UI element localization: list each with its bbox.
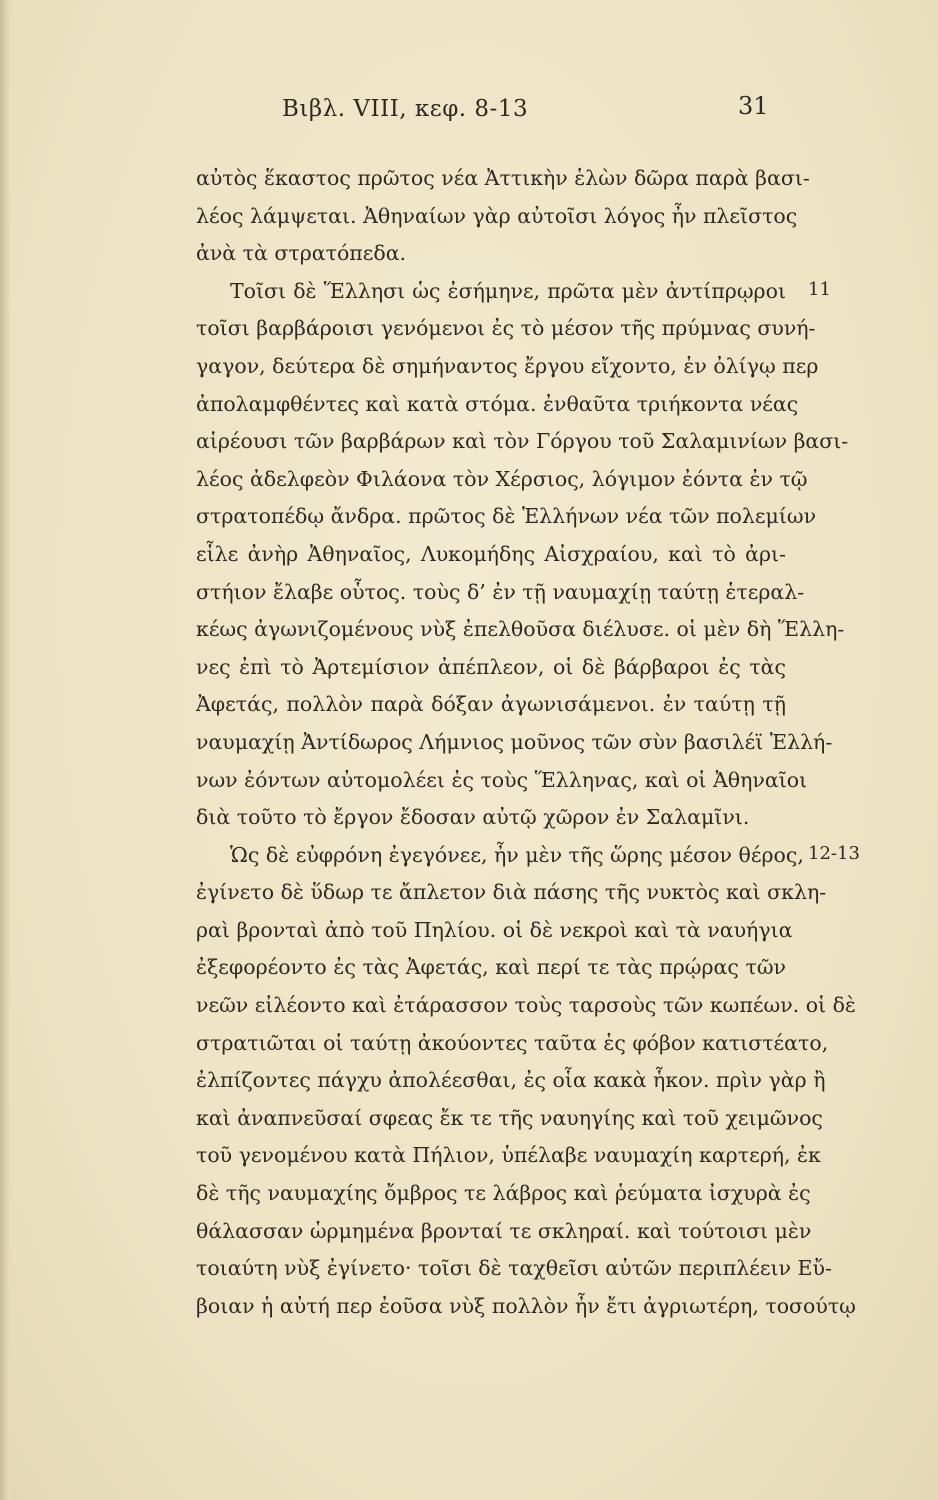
page-number: 31 <box>738 92 769 120</box>
text-line: Τοῖσι δὲ Ἕλλησι ὡς ἐσήμηνε, πρῶτα μὲν ἀντίπρῳροι <box>230 278 786 303</box>
text-line: τοῖσι βαρβάροισι γενόμενοι ἐς τὸ μέσον τῆς πρύμνας συνή- <box>196 316 816 341</box>
text-line: στρατοπέδῳ ἄνδρα. πρῶτος δὲ Ἑλλήνων νέα τῶν πολεμίων <box>196 504 817 529</box>
text-line: ἀπολαμφθέντες καὶ κατὰ στόμα. ἐνθαῦτα τριήκοντα νέας <box>196 391 799 416</box>
text-line: βοιαν ἡ αὐτή περ ἐοῦσα νὺξ πολλὸν ἦν ἔτι ἀγριωτέρη, τοσούτῳ <box>196 1293 856 1318</box>
text-line: λέος ἀδελφεὸν Φιλάονα τὸν Χέρσιος, λόγιμον ἐόντα ἐν τῷ <box>196 466 808 491</box>
text-line: λέος λάμψεται. Ἀθηναίων γὰρ αὐτοῖσι λόγος ἦν πλεῖστος <box>196 203 798 228</box>
text-line: τοῦ γενομένου κατὰ Πήλιον, ὑπέλαβε ναυμαχίη καρτερή, ἐκ <box>196 1143 821 1168</box>
text-line: ἐλπίζοντες πάγχυ ἀπολέεσθαι, ἐς οἷα κακὰ ἧκον. πρὶν γὰρ ἢ <box>196 1068 826 1093</box>
page-binding-edge <box>0 0 10 1500</box>
text-line: κέως ἀγωνιζομένους νὺξ ἐπελθοῦσα διέλυσε. οἱ μὲν δὴ Ἕλλη- <box>196 617 845 642</box>
text-line: θάλασσαν ὡρμημένα βρονταί τε σκληραί. καὶ τούτοισι μὲν <box>196 1218 812 1243</box>
text-line: Ἀφετάς, πολλὸν παρὰ δόξαν ἀγωνισάμενοι. ἐν ταύτῃ τῇ <box>196 692 786 717</box>
text-line: εἷλε ἀνὴρ Ἀθηναῖος, Λυκομήδης Αἰσχραίου, καὶ τὸ ἀρι- <box>196 541 786 566</box>
text-line: στήιον ἔλαβε οὗτος. τοὺς δ’ ἐν τῇ ναυμαχίῃ ταύτῃ ἑτεραλ- <box>196 579 805 604</box>
running-head: Βιβλ. VIII, κεφ. 8-13 <box>282 96 529 122</box>
margin-chapter-number: 12-13 <box>808 843 860 864</box>
text-line: καὶ ἀναπνεῦσαί σφεας ἔκ τε τῆς ναυηγίης καὶ τοῦ χειμῶνος <box>196 1105 823 1130</box>
text-line: ραὶ βρονταὶ ἀπὸ τοῦ Πηλίου. οἱ δὲ νεκροὶ καὶ τὰ ναυήγια <box>196 917 793 942</box>
text-line: ἐξεφορέοντο ἐς τὰς Ἀφετάς, καὶ περί τε τὰς πρῴρας τῶν <box>196 955 786 980</box>
text-line: αἱρέουσι τῶν βαρβάρων καὶ τὸν Γόργου τοῦ Σαλαμινίων βασι- <box>196 429 849 454</box>
text-line: Ὡς δὲ εὐφρόνη ἐγεγόνεε, ἦν μὲν τῆς ὥρης μέσον θέρος, <box>230 842 804 867</box>
text-line: δὲ τῆς ναυμαχίης ὄμβρος τε λάβρος καὶ ῥεύματα ἰσχυρὰ ἐς <box>196 1181 811 1206</box>
text-line: αὐτὸς ἕκαστος πρῶτος νέα Ἀττικὴν ἑλὼν δῶρα παρὰ βασι- <box>196 166 810 190</box>
text-line: γαγον, δεύτερα δὲ σημήναντος ἔργου εἴχοντο, ἐν ὀλίγῳ περ <box>196 353 819 378</box>
text-line: νες ἐπὶ τὸ Ἀρτεμίσιον ἀπέπλεον, οἱ δὲ βάρβαροι ἐς τὰς <box>196 654 786 679</box>
text-line: ναυμαχίῃ Ἀντίδωρος Λήμνιος μοῦνος τῶν σὺν βασιλέϊ Ἑλλή- <box>196 729 833 754</box>
text-line: ἐγίνετο δὲ ὕδωρ τε ἄπλετον διὰ πάσης τῆς νυκτὸς καὶ σκλη- <box>196 880 827 905</box>
text-line: τοιαύτη νὺξ ἐγίνετο· τοῖσι δὲ ταχθεῖσι αὐτῶν περιπλέειν Εὔ- <box>196 1256 832 1281</box>
text-line: νων ἐόντων αὐτομολέει ἐς τοὺς Ἕλληνας, καὶ οἱ Ἀθηναῖοι <box>196 767 808 792</box>
text-line: ἀνὰ τὰ στρατόπεδα. <box>196 241 407 266</box>
margin-chapter-number: 11 <box>808 279 831 300</box>
text-line: στρατιῶται οἱ ταύτῃ ἀκούοντες ταῦτα ἐς φόβον κατιστέατο, <box>196 1030 829 1055</box>
text-line: διὰ τοῦτο τὸ ἔργον ἔδοσαν αὐτῷ χῶρον ἐν Σαλαμῖνι. <box>196 805 750 830</box>
text-line: νεῶν εἰλέοντο καὶ ἐτάρασσον τοὺς ταρσοὺς τῶν κωπέων. οἱ δὲ <box>196 993 856 1018</box>
